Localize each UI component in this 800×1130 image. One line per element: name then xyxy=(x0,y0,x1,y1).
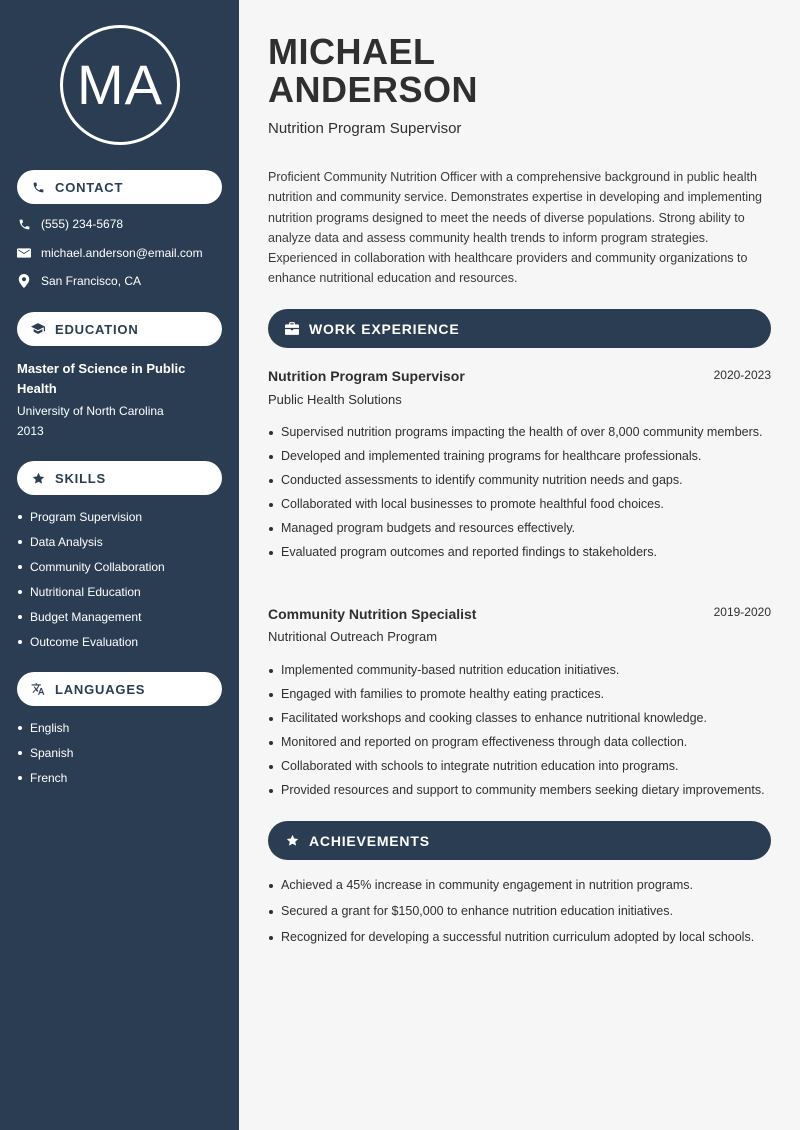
skill-item: Data Analysis xyxy=(17,535,165,560)
phone-text: (555) 234-5678 xyxy=(41,217,124,231)
job-bullet: Collaborated with local businesses to promote healthful food choices. xyxy=(268,495,773,515)
contact-heading xyxy=(17,170,222,204)
job-organization: Nutritional Outreach Program xyxy=(268,629,438,644)
job-bullet: Evaluated program outcomes and reported findings to stakeholders. xyxy=(268,543,773,563)
monogram-avatar xyxy=(60,25,180,145)
location-pin-icon xyxy=(17,274,31,288)
skills-list xyxy=(17,510,165,660)
work-experience-heading xyxy=(268,309,771,348)
star-icon xyxy=(285,834,299,848)
mail-icon xyxy=(17,246,31,260)
contact-email[interactable] xyxy=(17,246,203,260)
achievements-list xyxy=(268,876,773,948)
monogram-initials: MA xyxy=(77,53,163,116)
job-bullets xyxy=(268,661,773,800)
job-organization: Public Health Solutions xyxy=(268,392,402,407)
job-bullet: Developed and implemented training programs for healthcare professionals. xyxy=(268,447,773,467)
graduation-cap-icon xyxy=(31,322,45,336)
skill-item: Outcome Evaluation xyxy=(17,635,165,660)
job-bullet: Collaborated with schools to integrate nutrition education into programs. xyxy=(268,757,773,777)
job-dates: 2019-2020 xyxy=(713,605,771,619)
translate-icon xyxy=(31,682,45,696)
job-title: Community Nutrition Specialist xyxy=(268,606,477,622)
phone-icon xyxy=(17,217,31,231)
name-line-first: MICHAEL xyxy=(268,31,436,72)
job-bullet: Monitored and reported on program effectiveness through data collection. xyxy=(268,733,773,753)
skill-item: Program Supervision xyxy=(17,510,165,535)
job-bullet: Implemented community-based nutrition education initiatives. xyxy=(268,661,773,681)
achievement-item: Achieved a 45% increase in community engagement in nutrition programs. xyxy=(268,876,773,896)
education-heading-label: EDUCATION xyxy=(55,321,139,337)
skill-item: Budget Management xyxy=(17,610,165,635)
job-bullets xyxy=(268,423,773,562)
education-school: University of North Carolina xyxy=(17,404,164,418)
candidate-title: Nutrition Program Supervisor xyxy=(268,120,462,137)
languages-heading-label: LANGUAGES xyxy=(55,681,146,697)
contact-location xyxy=(17,274,141,288)
education-degree: Master of Science in Public Health xyxy=(17,361,186,396)
job-bullet: Provided resources and support to community members seeking dietary improvements. xyxy=(268,781,773,800)
sidebar xyxy=(0,0,239,1130)
achievement-item: Recognized for developing a successful nutrition curriculum adopted by local schools. xyxy=(268,928,773,948)
achievements-heading-label: ACHIEVEMENTS xyxy=(309,832,430,849)
job-bullet: Managed program budgets and resources effectively. xyxy=(268,519,773,539)
achievement-item: Secured a grant for $150,000 to enhance nutrition education initiatives. xyxy=(268,902,773,922)
job-bullet: Supervised nutrition programs impacting the health of over 8,000 community members. xyxy=(268,423,773,443)
location-text: San Francisco, CA xyxy=(41,274,142,288)
contact-phone[interactable] xyxy=(17,217,123,231)
language-item: English xyxy=(17,721,73,746)
email-text: michael.anderson@email.com xyxy=(41,246,203,260)
profile-summary: Proficient Community Nutrition Officer with a comprehensive background in public health nutrition and community service. Demonstrates expertise in developing and implementing nutrition programs designed to meet the needs of diverse populations. Strong ability to analyze data and assess community health trends to inform program strategies. Experienced in collaboration with healthcare providers and community organizations to enhance nutritional education and resources. xyxy=(268,170,763,286)
job-dates: 2020-2023 xyxy=(713,368,771,382)
education-year: 2013 xyxy=(17,424,44,438)
skills-heading xyxy=(17,461,222,495)
languages-heading xyxy=(17,672,222,706)
star-icon xyxy=(31,471,45,485)
language-item: French xyxy=(17,771,73,796)
skills-heading-label: SKILLS xyxy=(55,470,107,486)
contact-heading-label: CONTACT xyxy=(55,179,124,195)
candidate-name xyxy=(268,33,478,109)
skill-item: Nutritional Education xyxy=(17,585,165,610)
skill-item: Community Collaboration xyxy=(17,560,165,585)
job-bullet: Conducted assessments to identify community nutrition needs and gaps. xyxy=(268,471,773,491)
job-bullet: Engaged with families to promote healthy eating practices. xyxy=(268,685,773,705)
languages-list xyxy=(17,721,73,796)
job-title: Nutrition Program Supervisor xyxy=(268,368,465,384)
name-line-last: ANDERSON xyxy=(268,69,479,110)
achievements-heading xyxy=(268,821,771,860)
language-item: Spanish xyxy=(17,746,73,771)
work-experience-heading-label: WORK EXPERIENCE xyxy=(309,320,460,337)
job-bullet: Facilitated workshops and cooking classes to enhance nutritional knowledge. xyxy=(268,709,773,729)
briefcase-icon xyxy=(285,322,299,336)
phone-icon xyxy=(31,180,45,194)
education-heading xyxy=(17,312,222,346)
